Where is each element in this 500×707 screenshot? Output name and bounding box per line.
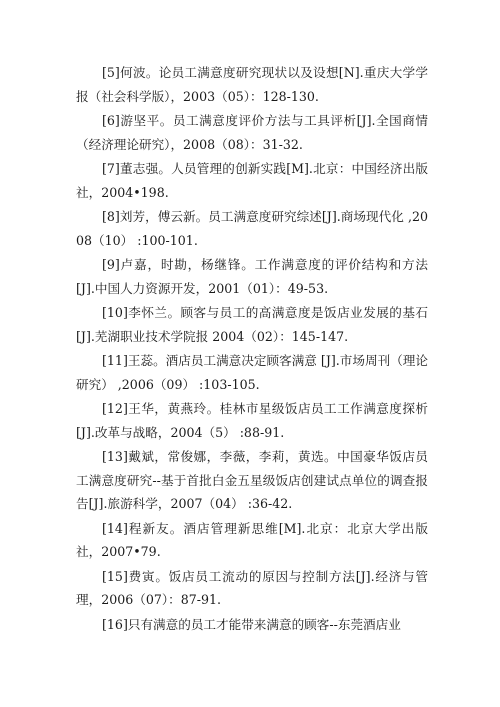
- reference-item: [7]董志强。人员管理的创新实践[M].北京：中国经济出版社，2004•198.: [76, 161, 428, 200]
- reference-item: [15]费寅。饭店员工流动的原因与控制方法[J].经济与管理，2006（07）：87-91.: [76, 568, 428, 607]
- reference-item: [12]王华，黄燕玲。桂林市星级饭店员工工作满意度探析[J].改革与战略，2004（5） :88-91.: [76, 401, 428, 440]
- reference-item: [8]刘芳，傅云新。员工满意度研究综述[J].商场现代化 ,2008（10） :100-101.: [76, 209, 428, 248]
- reference-item: [5]何波。论员工满意度研究现状以及设想[N].重庆大学学报（社会科学版），2003（05）：128-130.: [76, 65, 428, 104]
- reference-item: [9]卢嘉，时勘，杨继锋。工作满意度的评价结构和方法[J].中国人力资源开发，2001（01）：49-53.: [76, 257, 428, 296]
- reference-item: [11]王蕊。酒店员工满意决定顾客满意 [J].市场周刊（理论研究） ,2006（09） :103-105.: [76, 353, 428, 392]
- reference-list: [76, 61, 428, 637]
- reference-item: [10]李怀兰。顾客与员工的高满意度是饭店业发展的基石[J].芜湖职业技术学院报 2004（02）：145-147.: [76, 305, 428, 344]
- reference-item: [14]程新友。酒店管理新思维[M].北京：北京大学出版社，2007•79.: [76, 520, 428, 559]
- reference-item: [13]戴斌，常俊娜，李薇，李莉，黄选。中国豪华饭店员工满意度研究--基于首批白金五星级饭店创建试点单位的调查报告[J].旅游科学，2007（04） :36-42.: [76, 449, 428, 511]
- reference-item: [6]游坚平。员工满意度评价方法与工具评析[J].全国商情（经济理论研究），2008（08）：31-32.: [76, 113, 428, 152]
- reference-item: [16]只有满意的员工才能带来满意的顾客--东莞酒店业: [102, 616, 401, 632]
